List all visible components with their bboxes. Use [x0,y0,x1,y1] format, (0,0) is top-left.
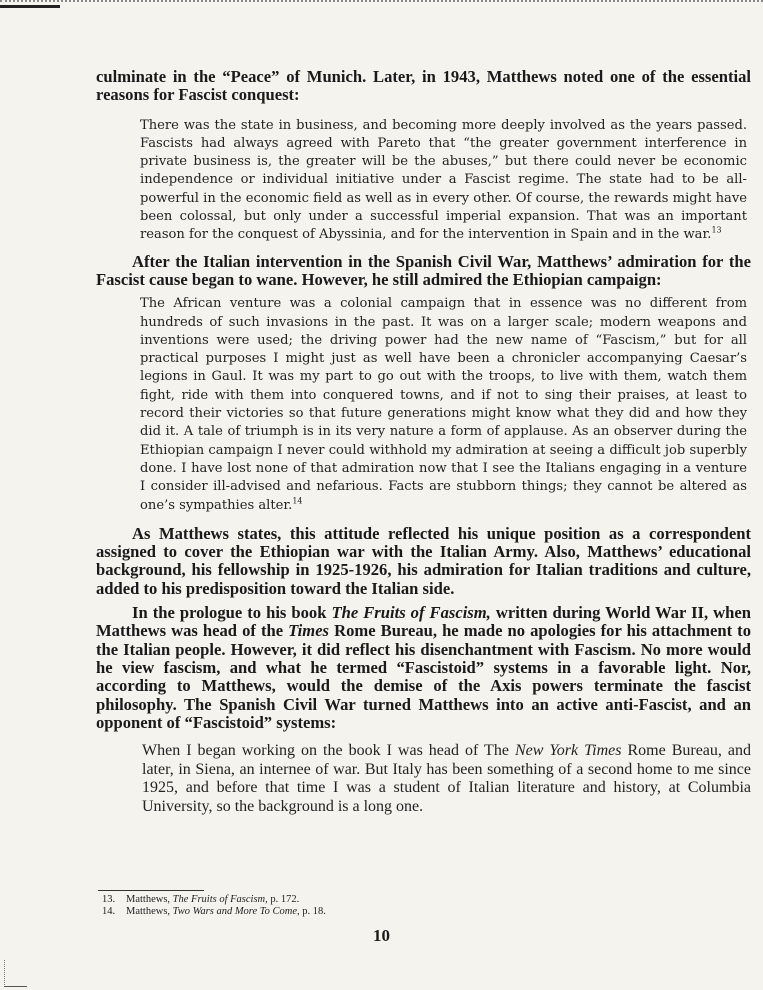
footnotes [102,894,502,917]
footnote-title: Two Wars and More To Come, [172,905,300,917]
page-top-mark [0,5,60,8]
footnote-page: p. 18. [302,905,326,917]
text-run: In the prologue to his book [132,603,332,623]
footnote-number: 14. [102,905,116,917]
book-title: The Fruits of Fascism, [331,603,491,623]
text-run: When I began working on the book I was head of The [142,742,515,760]
footnote-ref-13: 13 [711,226,722,236]
newspaper-title: New York Times [514,742,622,760]
footnote-ref-14: 14 [292,496,303,506]
paragraph-correspondent: As Matthews states, this attitude reflected his unique position as a correspondent assigned to cover the Ethiopian war with the Italian Army. Also, Matthews’ educational background, his fellowship in 1925-1926, his admiration for Italian traditions and culture, added to his predisposition toward the Italian side. [96,523,751,598]
paragraph-prologue [96,604,751,732]
page-number: 10 [373,926,390,945]
footnote-page: p. 172. [270,894,300,905]
text-run: written during World War II, when Matthews was head of the [96,603,751,641]
footnote-author: Matthews, [126,894,171,905]
paragraph-munich: culminate in the “Peace” of Munich. Later, in 1943, Matthews noted one of the essential reasons for Fascist conquest: [96,67,751,105]
footnote-author: Matthews, [126,905,171,917]
quote-text: The African venture was a colonial campaign that in essence was no different from hundreds of such invasions in the past. It was on a larger scale; modern weapons and inventions were used; the driving power had the new name of “Fascism,” but for all practical purposes I might just as well have been a chronicler accompanying Caesar’s legions in Gaul. It was my part to go out with the troops, to live with them, watch them fight, ride with them into conquered towns, and if not to sing their praises, at least to record their victories so that future generations might know what they did and how they did it. A tale of triumph is in its very nature a form of applause. As an observer during the Ethiopian campaign I never could withhold my admiration at seeing a difficult job superbly done. I have lost none of that admiration now that I see the Italians engaging in a venture I consider ill-advised and nefarious. Facts are stubborn things; they cannot be altered as one’s sympathies alter. [140,296,747,513]
block-quote-second-home [142,742,751,816]
block-quote-african-venture [140,295,747,515]
page-body [96,68,751,816]
footnote-divider [98,890,204,891]
text-run: Rome Bureau, he made no apologies for his attachment to the Italian people. However, it did reflect his disenchantment with Fascism. No more would he view fascism, and what he termed “Fascistoid” systems in a favorable light. Nor, according to Matthews, would the demise of the Axis powers terminate the fascist philosophy. The Spanish Civil War turned Matthews into an active anti-Fascist, and an opponent of “Fascistoid” systems: [96,621,751,732]
page-corner-mark [4,960,27,987]
newspaper-title: Times [288,621,330,641]
text-run: Rome Bureau, and later, in Siena, an internee of war. But Italy has been something of a second home to me since 1925, and before that time I was a student of Italian literature and history, at Columbia University, so the background is a long one. [142,742,752,815]
footnote-title: The Fruits of Fascism, [172,894,268,905]
footnote-14 [102,906,502,918]
page-top-edge [0,0,763,6]
footnote-number: 13. [102,894,116,905]
quote-text: There was the state in business, and becoming more deeply involved as the years passed. Fascists had always agreed with Pareto that “the greater government interference in private business is, the greater will be the abuses,” but there could never be economic independence or individual initiative under a Fascist regime. The state had to be all-powerful in the economic field as well as in every other. Of course, the rewards might have been colossal, but only under a successful imperial expansion. That was an important reason for the conquest of Abyssinia, and for the intervention in Spain and in the war. [140,117,747,243]
paragraph-spanish-civil-war: After the Italian intervention in the Spanish Civil War, Matthews’ admiration for the Fascist cause began to wane. However, he still admired the Ethiopian campaign: [96,251,751,289]
block-quote-fascist-conquest [140,117,747,245]
footnote-13 [102,894,502,906]
